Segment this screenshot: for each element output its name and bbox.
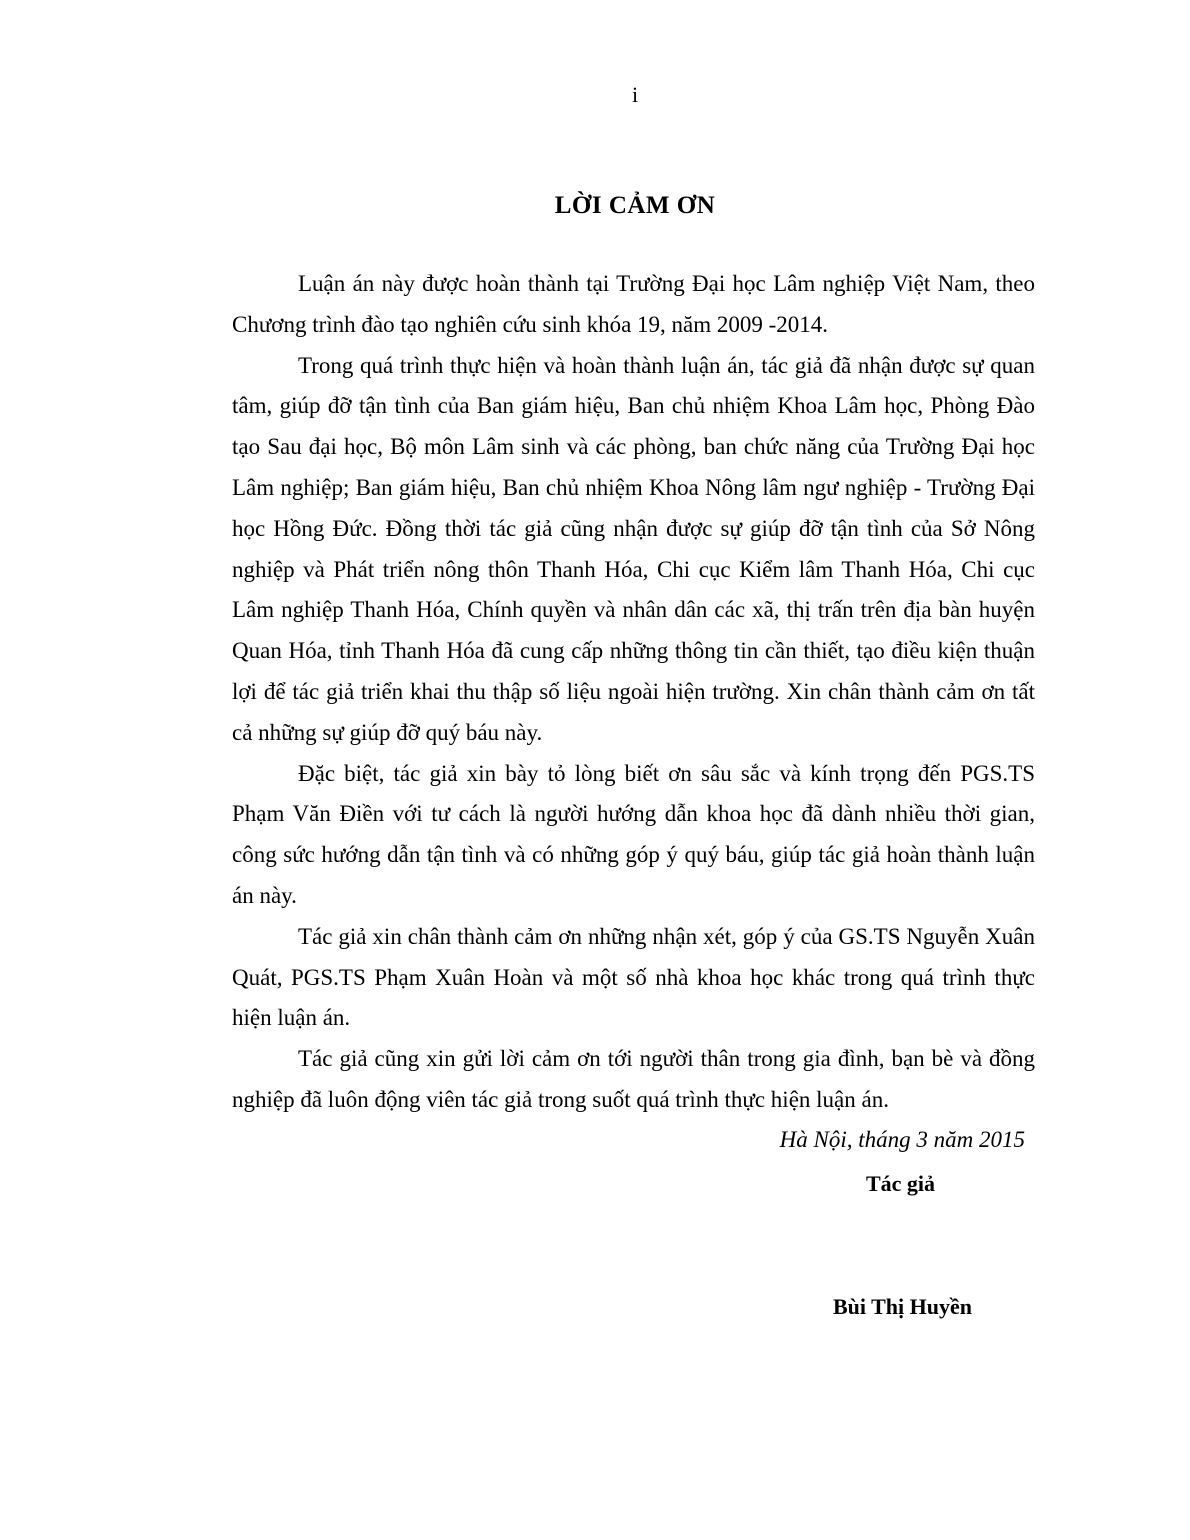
author-name: Bùi Thị Huyền (833, 1294, 972, 1319)
paragraph-completion: Luận án này được hoàn thành tại Trường Đại học Lâm nghiệp Việt Nam, theo Chương trình đào tạo nghiên cứu sinh khóa 19, năm 2009 -2014. (232, 271, 1035, 337)
paragraph-supervisor-thanks: Đặc biệt, tác giả xin bày tỏ lòng biết ơn sâu sắc và kính trọng đến PGS.TS Phạm Văn Điền với tư cách là người hướng dẫn khoa học đã dành nhiều thời gian, công sức hướng dẫn tận tình và có những góp ý quý báu, giúp tác giả hoàn thành luận án này. (232, 760, 1035, 908)
paragraph-institutional-thanks: Trong quá trình thực hiện và hoàn thành luận án, tác giả đã nhận được sự quan tâm, giúp đỡ tận tình của Ban giám hiệu, Ban chủ nhiệm Khoa Lâm học, Phòng Đào tạo Sau đại học, Bộ môn Lâm sinh và các phòng, ban chức năng của Trường Đại học Lâm nghiệp; Ban giám hiệu, Ban chủ nhiệm Khoa Nông lâm ngư nghiệp - Trường Đại học Hồng Đức. Đồng thời tác giả cũng nhận được sự giúp đỡ tận tình của Sở Nông nghiệp và Phát triển nông thôn Thanh Hóa, Chi cục Kiểm lâm Thanh Hóa, Chi cục Lâm nghiệp Thanh Hóa, Chính quyền và nhân dân các xã, thị trấn trên địa bàn huyện Quan Hóa, tỉnh Thanh Hóa đã cung cấp những thông tin cần thiết, tạo điều kiện thuận lợi để tác giả triển khai thu thập số liệu ngoài hiện trường. Xin chân thành cảm ơn tất cả những sự giúp đỡ quý báu này. (232, 352, 1035, 745)
paragraph-family-thanks: Tác giả cũng xin gửi lời cảm ơn tới người thân trong gia đình, bạn bè và đồng nghiệp đã luôn động viên tác giả trong suốt quá trình thực hiện luận án. (232, 1046, 1035, 1112)
date-place: Hà Nội, tháng 3 năm 2015 (779, 1127, 1025, 1152)
page-title: LỜI CẢM ƠN (554, 192, 716, 219)
acknowledgement-body (232, 264, 1035, 1121)
page-number: i (631, 82, 639, 107)
paragraph-reviewer-thanks: Tác giả xin chân thành cảm ơn những nhận xét, góp ý của GS.TS Nguyễn Xuân Quát, PGS.TS Phạm Xuân Hoàn và một số nhà khoa học khác trong quá trình thực hiện luận án. (232, 923, 1035, 1031)
author-label: Tác giả (865, 1171, 935, 1196)
